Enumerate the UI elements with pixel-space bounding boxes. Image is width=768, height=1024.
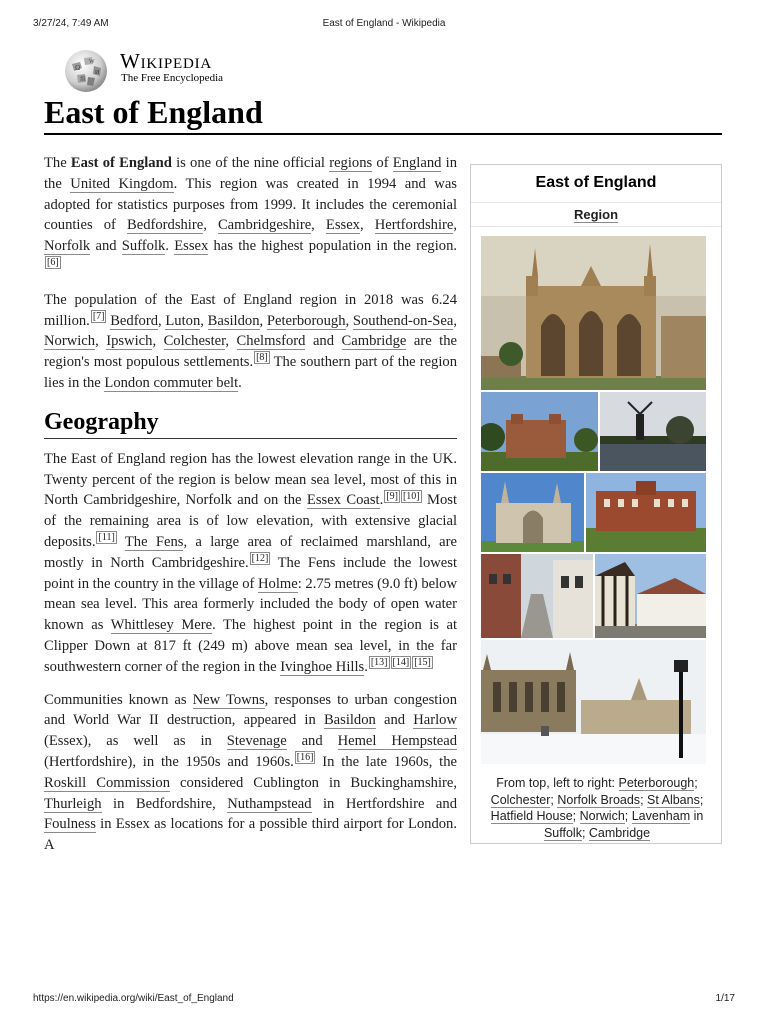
link-hemel-hempstead[interactable]: Hemel Hempstead	[337, 733, 458, 750]
infobox-subtitle	[471, 202, 721, 227]
text: (Essex), as well as in	[44, 733, 227, 750]
print-page-number: 1/17	[715, 993, 735, 1004]
infobox-caption	[479, 775, 715, 841]
text: ;	[624, 809, 632, 823]
text: The	[44, 155, 71, 171]
text: of	[372, 155, 393, 171]
link-essex-2[interactable]: Essex	[174, 238, 209, 255]
photo-colchester[interactable]	[481, 392, 598, 471]
intro-paragraph-2	[44, 290, 457, 394]
abbey-image	[481, 473, 584, 552]
text: ,	[200, 312, 208, 329]
link-essex[interactable]: Essex	[325, 217, 360, 234]
text: ;	[581, 825, 589, 840]
svg-text:И: И	[95, 70, 100, 76]
photo-cambridge[interactable]	[481, 640, 706, 764]
text: (Hertfordshire), in the 1950s and 1960s.	[44, 753, 294, 770]
text: considered Cublington in Buckinghamshire,	[170, 774, 457, 791]
text: From top, left to right:	[496, 776, 619, 790]
link-foulness[interactable]: Foulness	[44, 816, 96, 833]
text: ;	[572, 809, 580, 823]
link-luton[interactable]: Luton	[165, 312, 201, 329]
link-cambridgeshire[interactable]: Cambridgeshire	[217, 217, 312, 234]
article-content	[44, 153, 457, 868]
citation-9[interactable]: [9]	[386, 490, 398, 502]
text: ,	[95, 333, 107, 350]
caption-link-peterborough[interactable]: Peterborough	[618, 776, 695, 790]
caption-link-norwich[interactable]: Norwich	[579, 809, 625, 823]
link-essex-coast[interactable]: Essex Coast	[306, 492, 380, 509]
link-new-towns[interactable]: New Towns	[192, 691, 265, 708]
print-page-title: East of England - Wikipedia	[322, 18, 446, 29]
link-cambridge[interactable]: Cambridge	[341, 333, 407, 350]
link-ipswich[interactable]: Ipswich	[106, 333, 153, 350]
link-roskill-commission[interactable]: Roskill Commission	[44, 774, 171, 791]
text: and	[305, 333, 342, 350]
kings-college-image	[481, 640, 706, 764]
link-norwich[interactable]: Norwich	[44, 333, 96, 350]
text: The southern part of the region lies in the	[44, 354, 457, 391]
hatfield-image	[586, 473, 706, 552]
text: . The highest point in the region is at Clipper Down at 817 ft (249 m) above mean sea level, in the far southwestern corner of the region in the	[44, 617, 457, 675]
bold-term: East of England	[70, 155, 172, 171]
text: : 2.75 metres (9.0 ft) below mean sea level. This area formerly included the body of open water known as	[44, 575, 458, 634]
text: has the highest population in the region.	[208, 238, 458, 255]
text: and	[90, 238, 122, 255]
citation-10[interactable]: [10]	[402, 490, 420, 502]
caption-link-st-albans[interactable]: St Albans	[647, 792, 700, 807]
infobox-title: East of England	[535, 174, 657, 191]
text: ,	[203, 217, 218, 234]
citation-13[interactable]: [13]	[370, 656, 388, 668]
text: .	[238, 374, 242, 391]
text: , a large area of reclaimed marshland, are mostly in North Cambridgeshire.	[44, 533, 458, 571]
link-suffolk[interactable]: Suffolk	[121, 238, 166, 255]
photo-norfolk-broads[interactable]	[600, 392, 706, 471]
text: ,	[225, 333, 237, 350]
text: .	[364, 658, 368, 675]
link-thurleigh[interactable]: Thurleigh	[44, 795, 102, 812]
link-nuthampstead[interactable]: Nuthampstead	[227, 795, 312, 812]
link-england[interactable]: England	[392, 155, 442, 171]
link-london-commuter-belt[interactable]: London commuter belt	[104, 374, 239, 391]
street-image	[481, 554, 593, 638]
print-datetime: 3/27/24, 7:49 AM	[33, 18, 109, 29]
lavenham-image	[595, 554, 706, 638]
link-the-fens[interactable]: The Fens	[124, 533, 184, 550]
citation-11[interactable]: [11]	[98, 532, 115, 544]
link-southend-on-sea[interactable]: Southend-on-Sea	[352, 312, 454, 329]
photo-hatfield-house[interactable]	[586, 473, 706, 552]
text: in the	[44, 155, 457, 192]
link-stevenage[interactable]: Stevenage	[226, 733, 287, 750]
text: Most of the remaining area is of low elevation, with extensive glacial deposits.	[44, 492, 458, 550]
print-url: https://en.wikipedia.org/wiki/East_of_England	[33, 993, 234, 1004]
text: ;	[640, 792, 648, 807]
text: ;	[694, 776, 698, 790]
link-basildon-2[interactable]: Basildon	[323, 712, 376, 729]
link-norfolk[interactable]: Norfolk	[44, 238, 91, 255]
link-united-kingdom[interactable]: United Kingdom	[70, 175, 174, 192]
link-hertfordshire[interactable]: Hertfordshire	[374, 217, 454, 234]
link-whittlesey-mere[interactable]: Whittlesey Mere	[110, 617, 213, 634]
citation-6[interactable]: [6]	[47, 257, 59, 269]
text: ,	[158, 312, 166, 329]
link-harlow[interactable]: Harlow	[413, 712, 457, 729]
caption-link-cambridge[interactable]: Cambridge	[588, 825, 651, 840]
citation-15[interactable]: [15]	[414, 656, 431, 668]
section-heading-geography: Geography	[44, 406, 457, 439]
text: In the late 1960s, the	[315, 753, 458, 770]
citation-12[interactable]: [12]	[251, 552, 269, 564]
text: ;	[550, 792, 558, 807]
citation-7[interactable]: [7]	[92, 310, 105, 322]
link-colchester[interactable]: Colchester	[163, 333, 226, 350]
text: ,	[453, 312, 458, 329]
text: , responses to urban congestion and World War II destruction, appeared in	[44, 691, 457, 729]
text: in Essex as locations for a possible third airport for London. A	[44, 816, 457, 854]
text: ,	[311, 217, 326, 234]
geography-paragraph-1	[44, 449, 457, 678]
link-regions[interactable]: regions	[329, 155, 373, 171]
geography-paragraph-2	[44, 690, 457, 856]
text: ,	[359, 217, 375, 234]
text: and	[375, 712, 414, 729]
text: ,	[453, 217, 458, 234]
text: are the region's most populous settlements.	[44, 333, 457, 371]
caption-link-hatfield-house[interactable]: Hatfield House	[490, 809, 573, 823]
wikipedia-globe-icon	[62, 46, 110, 94]
page-title: East of England	[44, 93, 722, 135]
caption-link-norfolk-broads[interactable]: Norfolk Broads	[557, 792, 641, 807]
text: ,	[345, 312, 353, 329]
photo-norwich[interactable]	[481, 554, 593, 638]
link-holme[interactable]: Holme	[258, 575, 298, 592]
photo-peterborough[interactable]	[481, 236, 706, 390]
wikipedia-wordmark: Wikipedia	[120, 49, 213, 73]
castle-image	[481, 392, 598, 471]
wikipedia-tagline: The Free Encyclopedia	[121, 72, 224, 84]
caption-link-colchester[interactable]: Colchester	[490, 792, 551, 807]
svg-text:Ω: Ω	[75, 64, 81, 72]
text: Communities known as	[44, 691, 193, 708]
infobox	[470, 164, 722, 844]
text: .	[379, 492, 384, 509]
cathedral-image	[481, 236, 706, 390]
text: ,	[152, 333, 164, 350]
text: . This region was created in 1994 and was adopted for statistics purposes from 1999. It includes the ceremonial counties of	[44, 175, 457, 234]
intro-paragraph-1	[44, 153, 457, 278]
text: ,	[259, 312, 267, 329]
photo-lavenham[interactable]	[595, 554, 706, 638]
link-peterborough[interactable]: Peterborough	[266, 312, 346, 329]
svg-text:W: W	[89, 59, 95, 65]
text: .	[165, 238, 175, 255]
citation-8[interactable]: [8]	[256, 352, 268, 364]
text: in Bedfordshire,	[101, 795, 228, 812]
link-bedfordshire[interactable]: Bedfordshire	[127, 217, 204, 234]
link-basildon[interactable]: Basildon	[207, 312, 260, 329]
text: The East of England region has the lowest elevation range in the UK. Twenty percent of the region is below mean sea level, most of this in North Cambridgeshire, Norfolk and on the	[44, 450, 457, 509]
text: in Hertfordshire and	[311, 795, 457, 812]
windmill-image	[600, 392, 706, 471]
link-chelmsford[interactable]: Chelmsford	[236, 333, 306, 350]
caption-link-lavenham[interactable]: Lavenham	[631, 809, 691, 823]
link-bedford[interactable]: Bedford	[110, 312, 159, 329]
caption-link-suffolk[interactable]: Suffolk	[543, 825, 582, 840]
text: in	[690, 809, 704, 823]
text: The population of the East of England region in 2018 was 6.24 million.	[44, 291, 457, 329]
text: The Fens include the lowest point in the country in the village of	[44, 554, 457, 592]
text: ;	[699, 792, 704, 807]
citation-16[interactable]: [16]	[296, 752, 314, 764]
text: is one of the nine official	[171, 155, 330, 171]
svg-text:維: 維	[80, 77, 87, 83]
citation-14[interactable]: [14]	[392, 656, 410, 668]
text: and	[286, 733, 338, 750]
photo-st-albans[interactable]	[481, 473, 584, 552]
text	[117, 534, 125, 550]
link-ivinghoe-hills[interactable]: Ivinghoe Hills	[280, 658, 365, 675]
infobox-region-link[interactable]: Region	[573, 207, 619, 222]
